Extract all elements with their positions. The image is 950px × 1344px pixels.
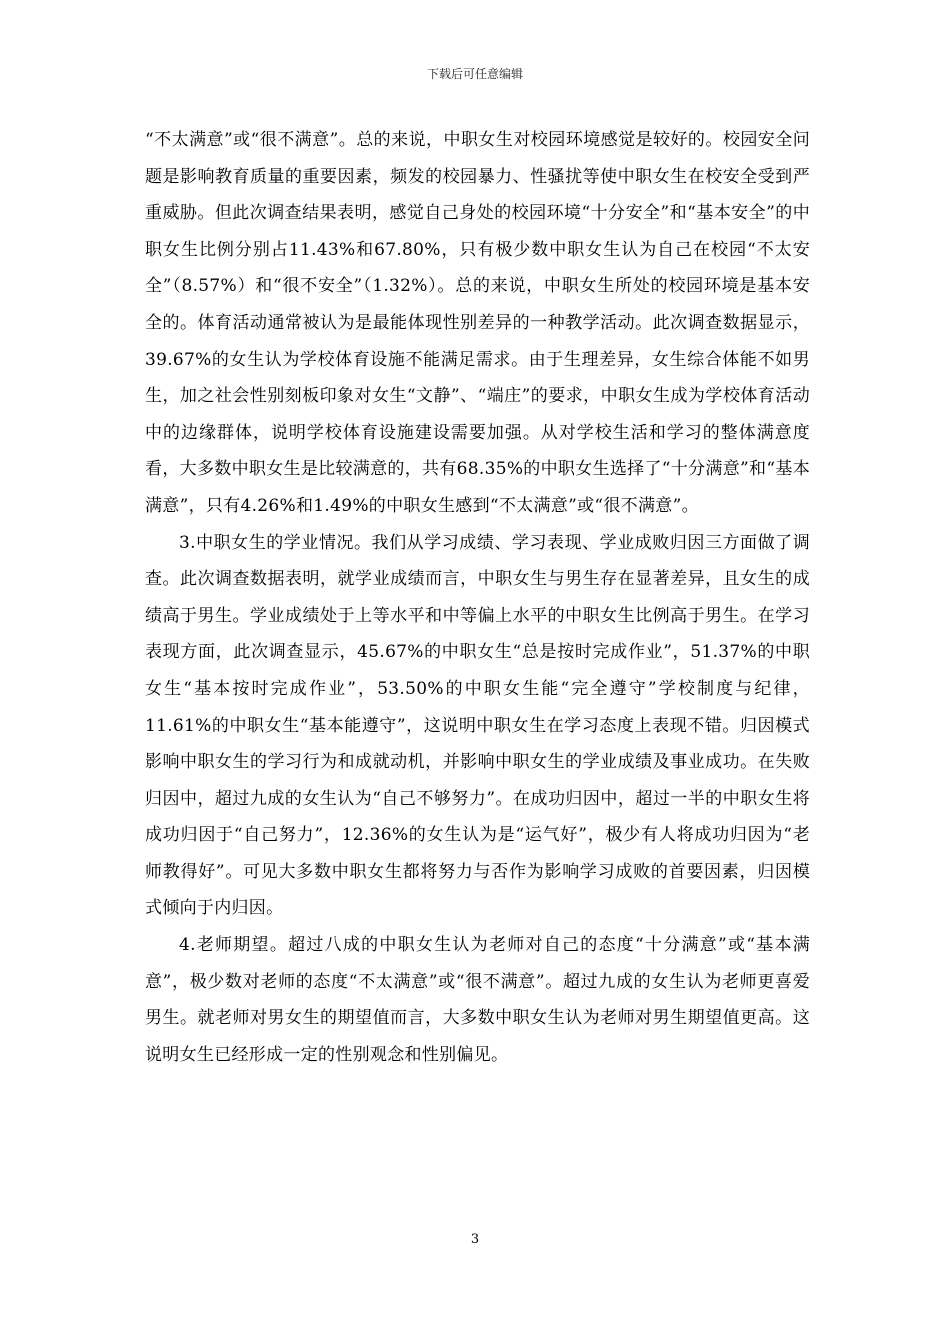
- page-header: 下载后可任意编辑: [426, 67, 523, 81]
- paragraph-school-environment: “不太满意”或“很不满意”。总的来说，中职女生对校园环境感觉是较好的。校园安全问题是影响教育质量的重要因素，频发的校园暴力、性骚扰等使中职女生在校安全受到严重威胁。但此次调查结果表明，感觉自己身处的校园环境“十分安全”和“基本安全”的中职女生比例分别占11.43%和67.80%，只有极少数中职女生认为自己在校园“不太安全”（8.57%）和“很不安全”（1.32%）。总的来说，中职女生所处的校园环境是基本安全的。体育活动通常被认为是最能体现性别差异的一种教学活动。此次调查数据显示，39.67%的女生认为学校体育设施不能满足需求。由于生理差异，女生综合体能不如男生，加之社会性别刻板印象对女生“文静”、“端庄”的要求，中职女生成为学校体育活动中的边缘群体，说明学校体育设施建设需要加强。从对学校生活和学习的整体满意度看，大多数中职女生是比较满意的，共有68.35%的中职女生选择了“十分满意”和“基本满意”，只有4.26%和1.49%的中职女生感到“不太满意”或“很不满意”。: [145, 130, 810, 516]
- page-number: 3: [470, 1232, 480, 1247]
- paragraph-teacher-expectation: 4.老师期望。超过八成的中职女生认为老师对自己的态度“十分满意”或“基本满意”，极少数对老师的态度“不太满意”或“很不满意”。超过九成的女生认为老师更喜爱男生。就老师对男女生的期望值而言，大多数中职女生认为老师对男生期望值更高。这说明女生已经形成一定的性别观念和性别偏见。: [145, 935, 810, 1065]
- paragraph-academic-situation: 3.中职女生的学业情况。我们从学习成绩、学习表现、学业成败归因三方面做了调查。此次调查数据表明，就学业成绩而言，中职女生与男生存在显著差异，且女生的成绩高于男生。学业成绩处于上等水平和中等偏上水平的中职女生比例高于男生。在学习表现方面，此次调查显示，45.67%的中职女生“总是按时完成作业”，51.37%的中职女生“基本按时完成作业”，53.50%的中职女生能“完全遵守”学校制度与纪律，11.61%的中职女生“基本能遵守”，这说明中职女生在学习态度上表现不错。归因模式影响中职女生的学习行为和成就动机，并影响中职女生的学业成绩及事业成功。在失败归因中，超过九成的女生认为“自己不够努力”。在成功归因中，超过一半的中职女生将成功归因于“自己努力”，12.36%的女生认为是“运气好”，极少有人将成功归因为“老师教得好”。可见大多数中职女生都将努力与否作为影响学习成败的首要因素，归因模式倾向于内归因。: [145, 532, 810, 919]
- document-body: [145, 122, 810, 1073]
